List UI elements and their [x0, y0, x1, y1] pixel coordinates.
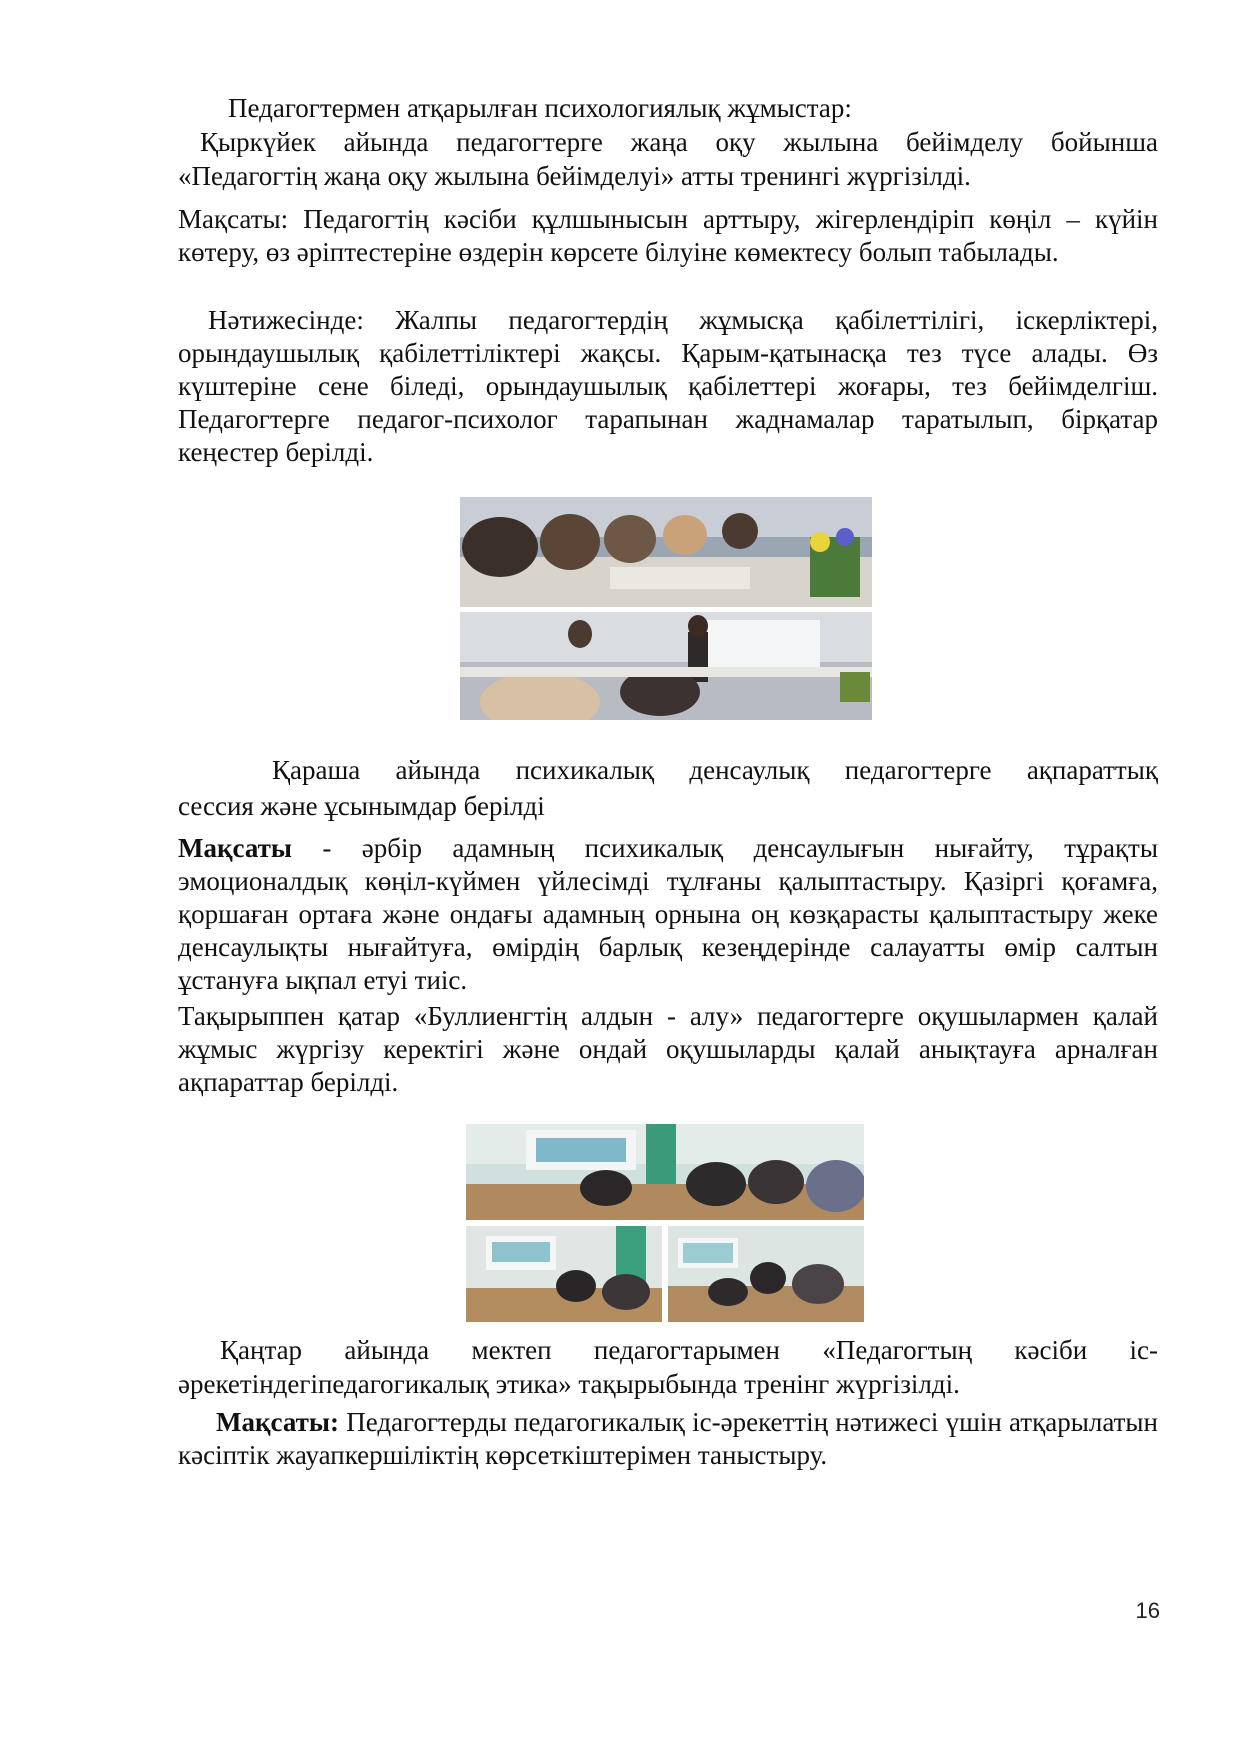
- january-intro-line1: Қаңтар айында мектеп педагогтарымен «Педагогтың кәсіби іс-: [220, 1335, 1158, 1365]
- november-topic: Тақырыппен қатар «Буллиенгтің алдын - алу» педагогтерге оқушылармен қалай жұмыс жүргізу керектігі және ондай оқушыларды қалай анықтауға арналған ақпараттар берілді.: [178, 1001, 1158, 1097]
- january-goal: [178, 1406, 1158, 1472]
- september-intro-line1: Қыркүйек айында педагогтерге жаңа оқу жылына бейімделу бойынша: [200, 127, 1158, 157]
- november-intro-line1: Қараша айында психикалық денсаулық педагогтерге ақпараттық: [272, 755, 1158, 785]
- session-photo-right: [668, 1226, 864, 1322]
- page-number: 16: [1135, 1598, 1160, 1623]
- november-intro-line2: сессия және ұсынымдар берілді: [178, 791, 545, 821]
- november-goal-text: - әрбір адамның психикалық денсаулығын нығайту, тұрақты эмоционалдық көңіл-күймен үйлесімді тұлғаны қалыптастыру. Қазіргі қоғамға, қоршаған ортаға және ондағы адамның орнына оң көзқарасты қалыптастыру жеке денсаулықты нығайтуға, өмірдің барлық кезеңдерінде салауатты өмір салтын ұстануға ықпал етуі тиіс.: [178, 833, 1158, 995]
- session-photo-left: [466, 1226, 662, 1322]
- january-goal-text: Педагогтерды педагогикалық іс-әрекеттің нәтижесі үшін атқарылатын кәсіптік жауапкершіліктің көрсеткіштерімен таныстыру.: [178, 1407, 1158, 1470]
- training-photo-top: [460, 497, 872, 607]
- september-result: Нәтижесінде: Жалпы педагогтердің жұмысқа қабілеттілігі, іскерліктері, орындаушылық қабілеттіліктері жақсы. Қарым-қатынасқа тез түсе алады. Өз күштеріне сене біледі, орындаушылық қабілеттері жоғары, тез бейімделгіш. Педагогтерге педагог-психолог тарапынан жаднамалар таратылып, бірқатар кеңестер берілді.: [178, 305, 1158, 467]
- november-goal: [178, 832, 1158, 997]
- january-intro-line2: әрекетіндегіпедагогикалық этика» тақырыбында тренінг жүргізілді.: [178, 1369, 960, 1399]
- november-goal-label: Мақсаты: [178, 833, 292, 863]
- september-intro-line2: «Педагогтің жаңа оқу жылына бейімделуі» атты тренингі жүргізілді.: [178, 161, 971, 191]
- section-heading: Педагогтермен атқарылған психологиялық жұмыстар:: [228, 93, 852, 123]
- january-goal-label: Мақсаты:: [216, 1407, 339, 1437]
- training-photo-bottom: [460, 612, 872, 720]
- session-photo-top: [466, 1124, 864, 1220]
- september-goal: Мақсаты: Педагогтің кәсіби құлшынысын арттыру, жігерлендіріп көңіл – күйін көтеру, өз әріптестеріне өздерін көрсете білуіне көмектесу болып табылады.: [178, 204, 1158, 267]
